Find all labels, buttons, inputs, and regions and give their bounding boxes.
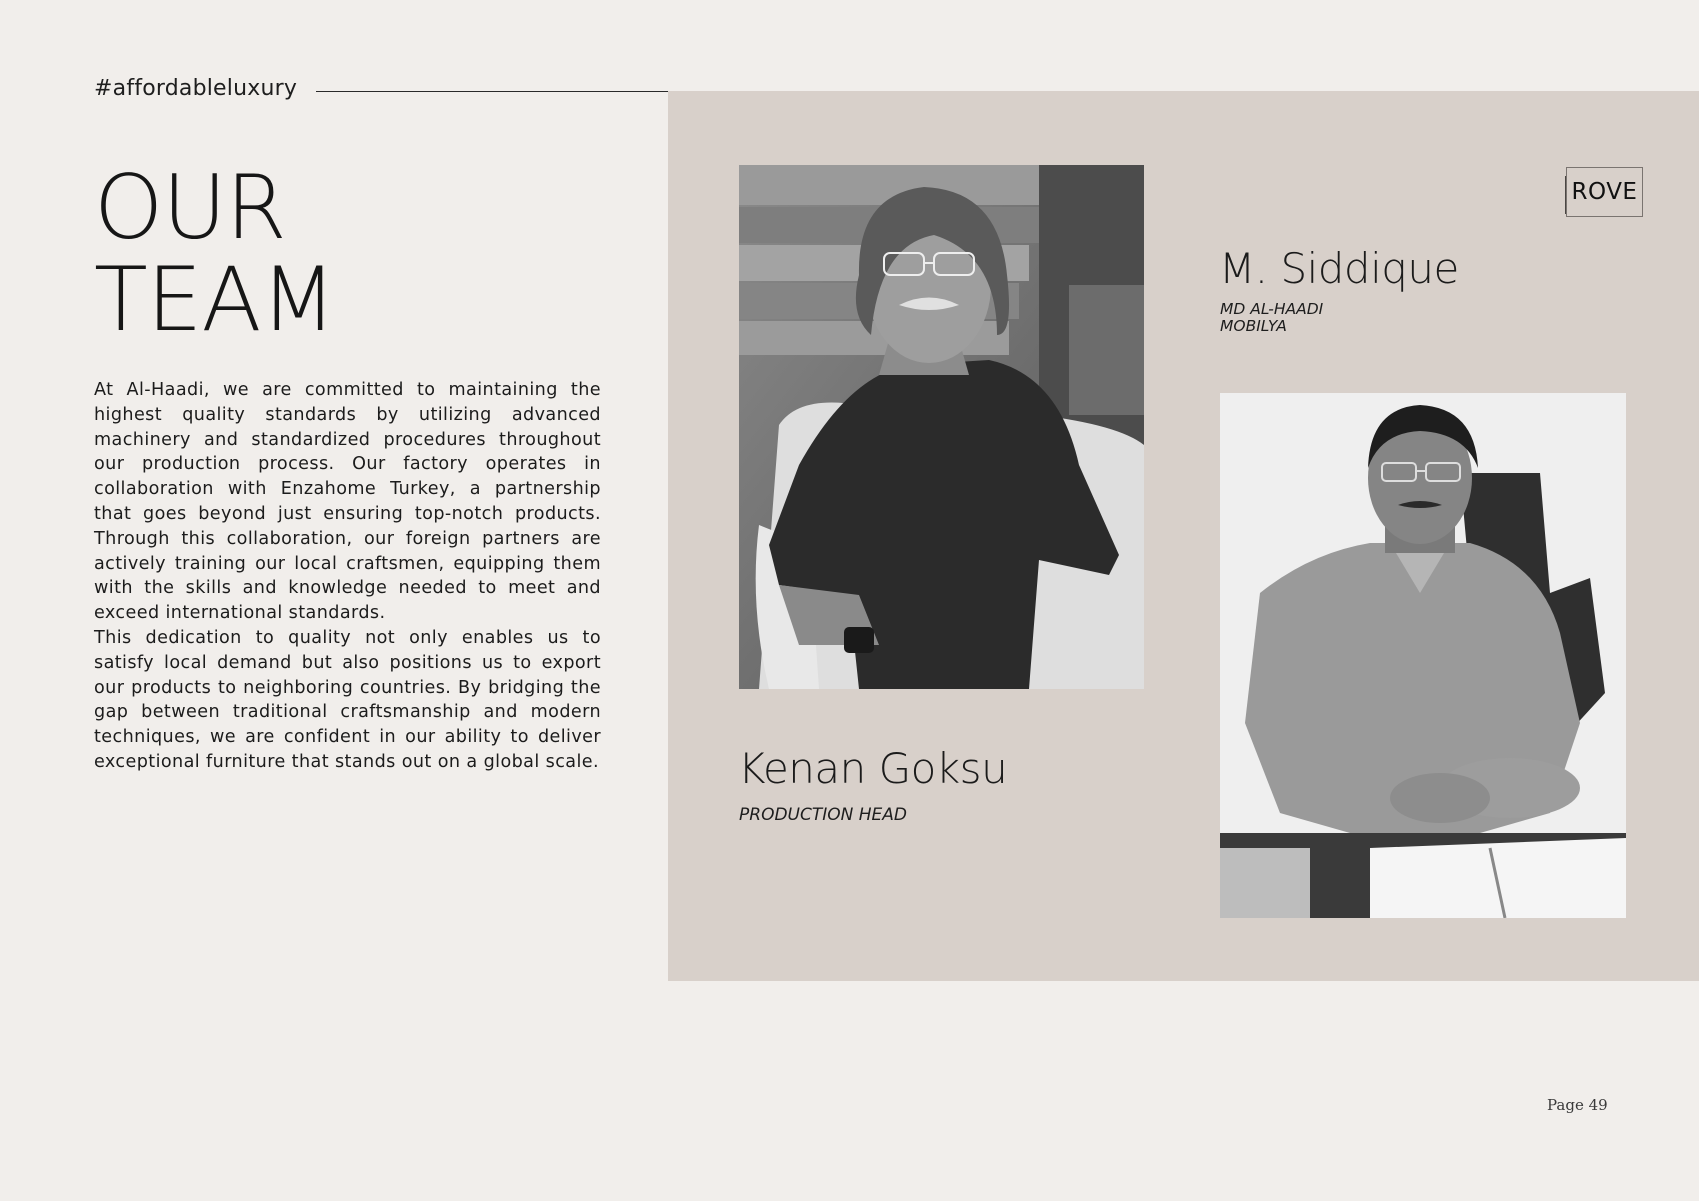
- title-line-2: TEAM: [94, 248, 336, 351]
- member-name-kenan: Kenan Goksu: [738, 744, 1008, 793]
- member-role-siddique-line-2: MOBILYA: [1220, 317, 1287, 335]
- m-siddique-photo: [1220, 393, 1626, 918]
- intro-paragraph-2: This dedication to quality not only enables us to satisfy local demand but also positions us to export our products to neighboring countries. By bridging the gap between traditional craftsmanship and modern techniques, we are confident in our ability to deliver exceptional furniture that stands out on a global scale.: [94, 627, 601, 772]
- hashtag: #affordableluxury: [94, 76, 298, 101]
- member-role-siddique: [1220, 301, 1420, 335]
- rove-logo: [1566, 167, 1643, 217]
- kenan-goksu-photo: [739, 165, 1144, 689]
- member-name-siddique: M. Siddique: [1219, 244, 1459, 293]
- title-line-1: OUR: [94, 156, 286, 259]
- intro-text: [94, 378, 601, 775]
- page-title: [94, 156, 336, 351]
- member-role-siddique-line-1: MD AL-HAADI: [1220, 300, 1324, 318]
- header-divider: [316, 91, 668, 92]
- rove-logo-text: ROVE: [1571, 179, 1638, 205]
- member-role-kenan: PRODUCTION HEAD: [739, 805, 907, 825]
- intro-paragraph-1: At Al-Haadi, we are committed to maintaining the highest quality standards by utilizing advanced machinery and standardized procedures throughout our production process. Our factory operates in collaboration with Enzahome Turkey, a partnership that goes beyond just ensuring top-notch products. Through this collaboration, our foreign partners are actively training our local craftsmen, equipping them with the skills and knowledge needed to meet and exceed international standards.: [94, 380, 601, 624]
- page-number: Page 49: [1547, 1096, 1608, 1114]
